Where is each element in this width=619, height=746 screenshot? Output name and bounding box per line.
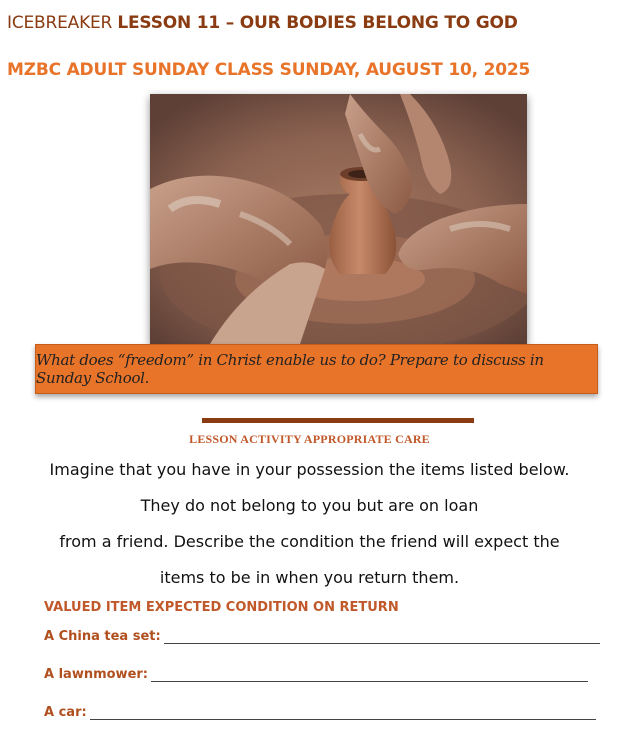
header-prefix: ICEBREAKER xyxy=(7,13,113,33)
item-label: A car: xyxy=(44,705,87,720)
items-table-header: VALUED ITEM EXPECTED CONDITION ON RETURN xyxy=(44,600,399,615)
discussion-banner xyxy=(35,344,598,394)
pottery-wheel-photo xyxy=(150,94,527,344)
lesson-header xyxy=(7,13,518,33)
section-divider xyxy=(202,418,474,423)
activity-text-line: from a friend. Describe the condition the friend will expect the xyxy=(59,532,560,551)
item-lawnmower xyxy=(44,667,588,682)
item-car xyxy=(44,705,596,720)
banner-text: What does “freedom” in Christ enable us to do? Prepare to discuss in Sunday School. xyxy=(36,351,544,387)
item-china-tea-set xyxy=(44,629,600,644)
activity-text-line: Imagine that you have in your possession the items listed below. xyxy=(49,460,570,479)
item-label: A lawnmower: xyxy=(44,667,148,682)
class-subtitle: MZBC ADULT SUNDAY CLASS SUNDAY, AUGUST 10, 2025 xyxy=(7,60,531,80)
lesson-title: LESSON 11 – OUR BODIES BELONG TO GOD xyxy=(117,13,518,33)
activity-text-line: items to be in when you return them. xyxy=(159,568,460,587)
answer-blank[interactable] xyxy=(151,669,588,682)
answer-blank[interactable] xyxy=(164,631,600,644)
activity-title: LESSON ACTIVITY APPROPRIATE CARE xyxy=(189,432,430,446)
answer-blank[interactable] xyxy=(90,707,596,720)
item-label: A China tea set: xyxy=(44,629,161,644)
activity-text-line: They do not belong to you but are on loan xyxy=(140,496,479,515)
